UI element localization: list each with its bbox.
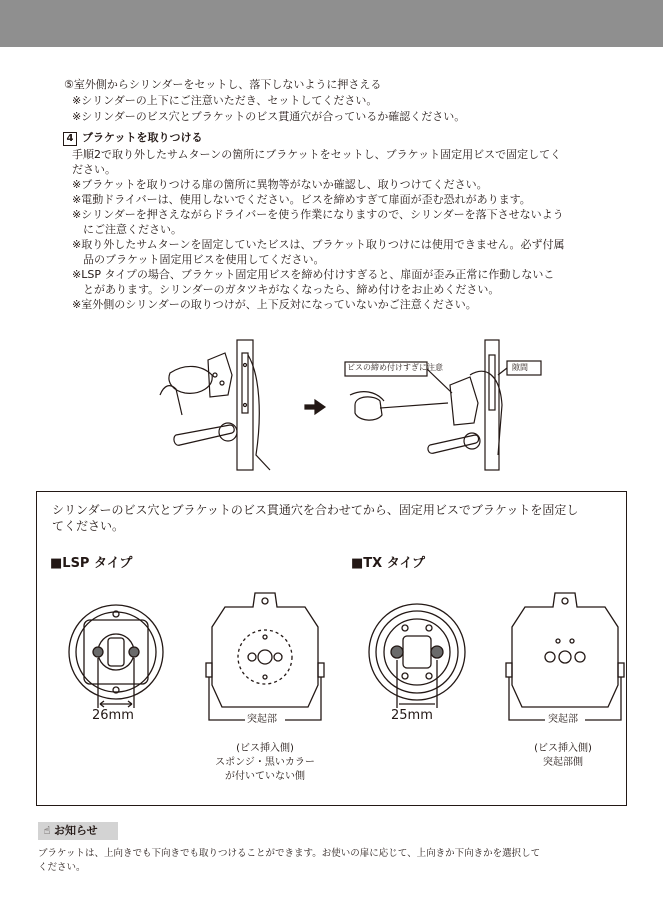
tx-bracket-diagram (500, 585, 630, 725)
installation-illustration (130, 335, 530, 475)
lsp-protrusion-label: 突起部 (247, 714, 277, 725)
info-intro: シリンダーのビス穴とブラケットのビス貫通穴を合わせてから、固定用ビスでブラケットを固定し (52, 503, 579, 517)
step-title: ブラケットを取りつける (82, 131, 203, 144)
lsp-caption: (ビス挿入側) (236, 743, 294, 754)
step4-line: ※取り外したサムターンを固定していたビスは、ブラケット取りつけには使用できません。必ず付属 (72, 238, 565, 251)
callout-screw: ビスの締め付けすぎに注意 (347, 363, 443, 372)
notice-line: ブラケットは、上向きでも下向きでも取りつけることができます。お使いの扉に応じて、上向きか下向きかを選択して (38, 848, 541, 859)
lsp-caption: スポンジ・黒いカラー (215, 757, 315, 768)
notice-line: ください。 (38, 862, 86, 873)
lsp-cylinder-diagram (62, 598, 172, 718)
lsp-caption: が付いていない側 (225, 771, 305, 782)
callout-gap: 隙間 (512, 363, 528, 372)
step4-line: 手順2で取り外したサムターンの箇所にブラケットをセットし、ブラケット固定用ビスで固定してく (72, 148, 562, 161)
notice-header (38, 822, 118, 840)
step5-note: ※シリンダーの上下にご注意いただき、セットしてください。 (72, 94, 378, 107)
tx-caption: 突起部側 (543, 757, 583, 768)
step5-line: ⑤室外側からシリンダーをセットし、落下しないように押さえる (64, 78, 382, 91)
tx-cylinder-diagram (363, 598, 473, 718)
lsp-bracket-diagram (200, 585, 330, 725)
step4-line: にご注意ください。 (72, 223, 182, 236)
step-number: 4 (63, 132, 77, 146)
step4-line: とがあります。シリンダーのガタツキがなくなったら、締め付けをお止めください。 (72, 283, 500, 296)
step4-line: ※LSP タイプの場合、ブラケット固定用ビスを締め付けすぎると、扉面が歪み正常に作動しないこ (72, 268, 555, 281)
step4-line: 品のブラケット固定用ビスを使用してください。 (72, 253, 325, 266)
step4-line: ※室外側のシリンダーの取りつけが、上下反対になっていないかご注意ください。 (72, 298, 477, 311)
header-band (0, 0, 663, 47)
step4-line: ※電動ドライバーは、使用しないでください。ビスを締めすぎて扉面が歪む恐れがあります。 (72, 193, 531, 206)
tx-dimension: 25mm (391, 708, 433, 723)
tx-caption: (ビス挿入側) (534, 743, 592, 754)
info-intro: てください。 (52, 519, 125, 533)
step5-note: ※シリンダーのビス穴とブラケットのビス貫通穴が合っているか確認ください。 (72, 110, 466, 123)
lsp-type-title: ■LSP タイプ (50, 556, 133, 571)
tx-protrusion-label: 突起部 (548, 714, 578, 725)
lsp-dimension: 26mm (92, 708, 134, 723)
step4-line: ※シリンダーを押さえながらドライバーを使う作業になりますので、シリンダーを落下させないよう (72, 208, 564, 221)
notice-title: お知らせ (54, 824, 98, 837)
pointing-hand-icon: ☝ (43, 824, 51, 837)
tx-type-title: ■TX タイプ (351, 556, 426, 571)
step4-line: ださい。 (72, 163, 116, 176)
step4-line: ※ブラケットを取りつける扉の箇所に異物等がないか確認し、取りつけてください。 (72, 178, 488, 191)
